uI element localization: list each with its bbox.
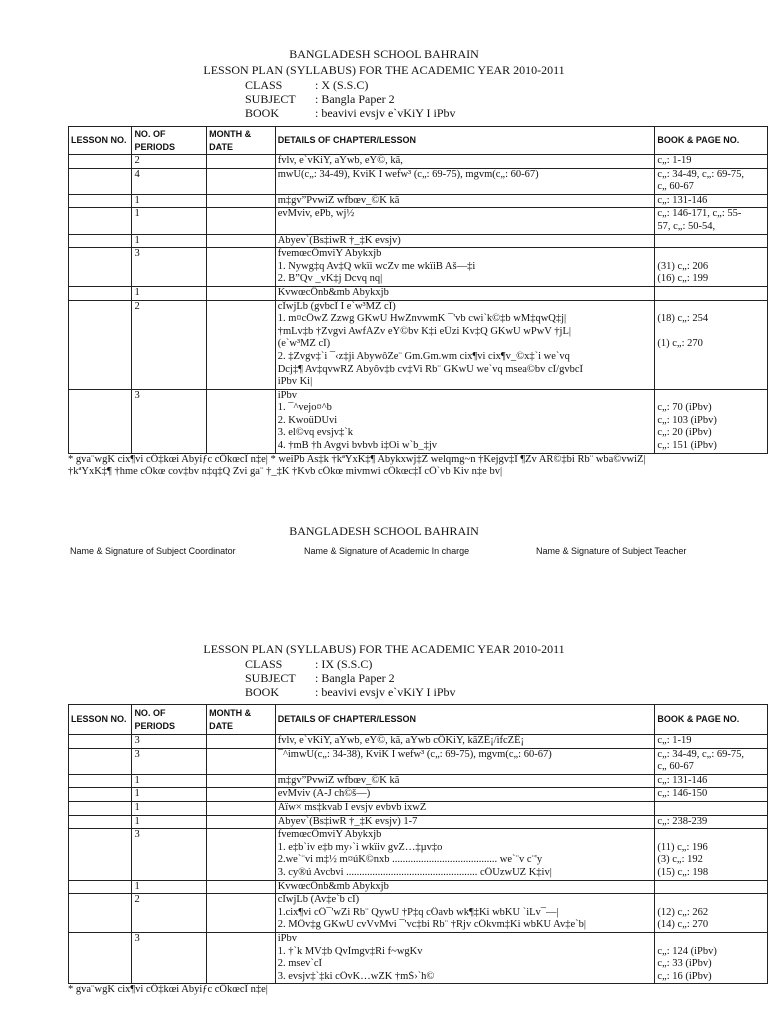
pages-cell [655, 286, 768, 300]
month-date-cell [207, 774, 276, 788]
pages-cell [655, 168, 768, 194]
periods-cell: 4 [132, 168, 207, 194]
page-line [657, 802, 765, 815]
page-line: c„: 131-146 [657, 774, 708, 786]
page-line: c„: 70 (iPbv) [657, 402, 712, 414]
details-line: iPbv [277, 932, 297, 944]
page-line: c„: 238-239 [657, 815, 708, 827]
details-line: (e`w³MZ cÎ) [277, 338, 331, 350]
periods-cell: 1 [132, 774, 207, 788]
page-line [657, 235, 765, 248]
details-cell [275, 389, 655, 453]
lesson-table [68, 126, 768, 454]
page-line: c„: 124 (iPbv) [657, 945, 717, 957]
column-header: LESSON NO. [69, 705, 132, 735]
details-line: 3. cy®ú Avcbvi .................................................. cÖUzwUZ K‡iv| [277, 866, 552, 878]
signature-academic: Name & Signature of Academic In charge [304, 546, 470, 556]
periods-cell: 3 [132, 389, 207, 453]
pages-cell [655, 234, 768, 248]
plan-meta [0, 78, 768, 120]
month-date-cell [207, 208, 276, 234]
column-header: DETAILS OF CHAPTER/LESSON [275, 127, 655, 155]
month-date-cell [207, 815, 276, 829]
periods-cell: 2 [132, 300, 207, 389]
details-line: mwU(c„: 34-49), KviK I wefw³ (c„: 69-75), mgvm(c„: 60-67) [277, 168, 539, 180]
lesson-no-cell [69, 248, 132, 287]
table-row [69, 208, 768, 234]
meta-row [0, 78, 768, 92]
meta-key: CLASS [245, 78, 283, 92]
periods-cell: 3 [132, 735, 207, 749]
meta-row [0, 657, 768, 671]
periods-cell: 1 [132, 815, 207, 829]
meta-value: : X (S.S.C) [315, 78, 369, 92]
details-line: evMviv, ePb, wj½ [277, 208, 355, 220]
lesson-no-cell [69, 300, 132, 389]
page-line: (16) c„: 199 [657, 273, 709, 285]
details-line: 2. MÖv‡g GKwU cvVvMvi ¯'vc‡bi Rb¨ †Rjv cÖkvm‡Ki wbKU Av‡e`b| [277, 919, 586, 931]
table-row [69, 932, 768, 983]
details-cell [275, 880, 655, 894]
table-row [69, 829, 768, 880]
details-line: 4. †mB †h Avgvi bvbvb i‡Oi w`b_‡jv [277, 440, 438, 452]
page-line [657, 351, 765, 364]
lesson-no-cell [69, 168, 132, 194]
details-line: 2. KwoüDUvi [277, 414, 338, 426]
meta-key: BOOK [245, 685, 280, 699]
column-header: MONTH & DATE [207, 127, 276, 155]
periods-cell: 2 [132, 894, 207, 933]
details-line: 3. el©vq evsjv‡`k [277, 427, 354, 439]
lesson-no-cell [69, 155, 132, 169]
month-date-cell [207, 300, 276, 389]
table-row [69, 735, 768, 749]
details-line: 1. e‡b`iv e‡b my›`i wkïiv gvZ…‡µv‡o [277, 841, 443, 853]
details-line: Abyev`(Bs‡iwR †_‡K evsjv) [277, 234, 401, 246]
note-line: †kªYxK‡¶ †hme cÖkœ cov‡bv n‡q‡Q Zvi ga¨ †_‡K †Kvb cÖkœ mivmwi cÖkœc‡Î cÖ`vb Kiv n‡e bv| [68, 466, 503, 478]
meta-value: : Bangla Paper 2 [315, 671, 395, 685]
page-line: (11) c„: 196 [657, 841, 708, 853]
periods-cell: 2 [132, 155, 207, 169]
details-line: m‡gv”PvwiZ wfbœv_©K kã [277, 774, 400, 786]
column-header: LESSON NO. [69, 127, 132, 155]
page-line: (3) c„: 192 [657, 854, 703, 866]
month-date-cell [207, 735, 276, 749]
lesson-no-cell [69, 735, 132, 749]
details-cell [275, 748, 655, 774]
periods-cell: 1 [132, 801, 207, 815]
month-date-cell [207, 194, 276, 208]
details-line: 1. m¤cÖwZ Zzwg GKwU HwZnvwmK ¯'vb cwi`k©‡b wM‡qwQ‡j| [277, 313, 567, 325]
lesson-no-cell [69, 748, 132, 774]
month-date-cell [207, 234, 276, 248]
page-line [657, 881, 765, 894]
plan-title: LESSON PLAN (SYLLABUS) FOR THE ACADEMIC YEAR 2010-2011 [203, 63, 565, 77]
details-cell [275, 774, 655, 788]
pages-cell [655, 788, 768, 802]
month-date-cell [207, 286, 276, 300]
details-line: Aïw× ms‡kvab I evsjv evbvb ixwZ [277, 801, 427, 813]
table-row [69, 194, 768, 208]
details-line: 2.we`¨vi m‡½ m¤úK©nxb ........................................ we`¨v c¨'y [277, 854, 543, 866]
page-line [657, 248, 765, 261]
table-row [69, 168, 768, 194]
lesson-no-cell [69, 208, 132, 234]
lesson-no-cell [69, 774, 132, 788]
table-row [69, 155, 768, 169]
pages-cell [655, 894, 768, 933]
meta-row [0, 106, 768, 120]
details-cell [275, 234, 655, 248]
meta-key: BOOK [245, 106, 280, 120]
pages-cell [655, 248, 768, 287]
details-cell [275, 801, 655, 815]
details-line: ¯^imwU(c„: 34-38), KviK I wefw³ (c„: 69-75), mgvm(c„: 60-67) [277, 748, 552, 760]
table-row [69, 894, 768, 933]
month-date-cell [207, 168, 276, 194]
lesson-table [68, 704, 768, 984]
meta-value: : Bangla Paper 2 [315, 92, 395, 106]
lesson-no-cell [69, 932, 132, 983]
column-header: NO. OF PERIODS [132, 705, 207, 735]
page-line [657, 894, 765, 907]
details-cell [275, 932, 655, 983]
details-cell [275, 735, 655, 749]
details-line: Dcj‡¶ Av‡qvwRZ Abyôv‡b cv‡Vi Rb¨ GKwU we`vq msea©bv cÎ/gvbcÎ [277, 363, 583, 375]
page-line [657, 287, 765, 300]
page-line: c„: 34-49, c„: 69-75, [657, 168, 744, 180]
page-line: c„ 60-67 [657, 761, 694, 773]
details-cell [275, 248, 655, 287]
month-date-cell [207, 248, 276, 287]
page-line: c„: 151 (iPbv) [657, 440, 717, 452]
lesson-table-wrapper [68, 126, 768, 479]
table-row [69, 815, 768, 829]
details-line: †mLv‡b †Zvgvi AwfÁZv eY©bv K‡i eÜzi Kv‡Q GKwU wPwV †jL| [277, 325, 571, 337]
page-line [657, 933, 765, 946]
details-line: KvwœcÖnb&mb Abykxjb [277, 880, 389, 892]
details-line: KvwœcÖnb&mb Abykxjb [277, 286, 389, 298]
page-line [657, 301, 765, 314]
details-line: fvlv, e`vKiY, aYwb, eY©, kã, aYwb cÖKiY, kãZË¡/ifcZË¡ [277, 735, 525, 746]
details-cell [275, 894, 655, 933]
periods-cell: 1 [132, 286, 207, 300]
page-line [657, 326, 765, 339]
lesson-no-cell [69, 829, 132, 880]
details-line: iPbv Ki| [277, 376, 313, 388]
table-row [69, 880, 768, 894]
pages-cell [655, 880, 768, 894]
lesson-table-wrapper [68, 704, 768, 997]
periods-cell: 3 [132, 932, 207, 983]
page-line: c„: 146-171, c„: 55- [657, 208, 742, 220]
details-line: iPbv [277, 389, 297, 401]
note-line: * gva¨wgK cix¶vi cÖ‡kœi Abyiƒc cÖkœcÎ n‡e| * weiPb As‡k †kªYxK‡¶ Abykxwj‡Z welqmg~n †Kejgv‡Î ¶Zv AR©‡bi Rb¨ wba©vwiZ| [68, 453, 646, 465]
details-line: cÎwjLb (gvbcÎ I e`w³MZ cÎ) [277, 300, 396, 312]
details-line: 1.cix¶vi cÖ¯'wZi Rb¨ QywU †P‡q cÖavb wk¶‡Ki wbKU `iLv¯—| [277, 906, 559, 918]
column-header: BOOK & PAGE NO. [655, 127, 768, 155]
meta-value: : beavivi evsjv e`vKiY I iPbv [315, 685, 456, 699]
table-row [69, 801, 768, 815]
column-header: NO. OF PERIODS [132, 127, 207, 155]
column-header: DETAILS OF CHAPTER/LESSON [275, 705, 655, 735]
lesson-no-cell [69, 894, 132, 933]
table-row [69, 389, 768, 453]
details-line: 1. ¯^vejo¤^b [277, 402, 332, 414]
page-line [657, 364, 765, 377]
month-date-cell [207, 748, 276, 774]
page-line: c„ 60-67 [657, 181, 694, 193]
details-cell [275, 300, 655, 389]
pages-cell [655, 801, 768, 815]
periods-cell: 1 [132, 788, 207, 802]
periods-cell: 1 [132, 208, 207, 234]
school-name: BANGLADESH SCHOOL BAHRAIN [289, 47, 479, 61]
pages-cell [655, 194, 768, 208]
details-line: Abyev`(Bs‡iwR †_‡K evsjv) 1-7 [277, 815, 418, 827]
page-line: c„: 16 (iPbv) [657, 970, 712, 982]
table-row [69, 788, 768, 802]
details-line: 2. B”Qv _vK‡j Dcvq nq| [277, 273, 383, 285]
pages-cell [655, 815, 768, 829]
details-line: fvlv, e`vKiY, aYwb, eY©, kã, [277, 155, 403, 166]
page-line: 57, c„: 50-54, [657, 220, 716, 232]
periods-cell: 1 [132, 194, 207, 208]
details-line: 3. evsjv‡`‡ki cÖvK…wZK †mŠ›`h© [277, 970, 435, 982]
pages-cell [655, 748, 768, 774]
pages-cell [655, 155, 768, 169]
pages-cell [655, 300, 768, 389]
details-line: fvemœcÖmviY Abykxjb [277, 248, 382, 260]
footer-school-name: BANGLADESH SCHOOL BAHRAIN [289, 524, 479, 538]
pages-cell [655, 829, 768, 880]
meta-row [0, 671, 768, 685]
details-cell [275, 815, 655, 829]
page-line: c„: 1-19 [657, 155, 692, 166]
table-row [69, 286, 768, 300]
lesson-no-cell [69, 815, 132, 829]
page-line: (18) c„: 254 [657, 313, 709, 325]
table-notes [68, 984, 768, 997]
pages-cell [655, 389, 768, 453]
page-line: (14) c„: 270 [657, 919, 709, 931]
column-header: BOOK & PAGE NO. [655, 705, 768, 735]
details-line: 1. †`k MV‡b QvÎmgv‡Ri f~wgKv [277, 945, 423, 957]
pages-cell [655, 735, 768, 749]
meta-key: SUBJECT [245, 92, 296, 106]
table-row [69, 300, 768, 389]
details-line: fvemœcÖmviY Abykxjb [277, 829, 382, 841]
note-line: * gva¨wgK cix¶vi cÖ‡kœi Abyiƒc cÖkœcÎ n‡e| [68, 984, 268, 996]
page-line [657, 829, 765, 842]
details-line: 2. msev`cÎ [277, 958, 323, 970]
plan-title: LESSON PLAN (SYLLABUS) FOR THE ACADEMIC YEAR 2010-2011 [203, 642, 565, 656]
page-line: c„: 33 (iPbv) [657, 958, 712, 970]
month-date-cell [207, 788, 276, 802]
page-line: c„: 131-146 [657, 194, 708, 206]
details-cell [275, 194, 655, 208]
table-row [69, 748, 768, 774]
page-line: c„: 1-19 [657, 735, 692, 746]
periods-cell: 1 [132, 880, 207, 894]
lesson-no-cell [69, 389, 132, 453]
details-line: cÎwjLb (Av‡e`b cÎ) [277, 894, 360, 906]
plan-meta [0, 657, 768, 699]
periods-cell: 3 [132, 748, 207, 774]
meta-key: CLASS [245, 657, 283, 671]
month-date-cell [207, 932, 276, 983]
table-row [69, 774, 768, 788]
page-line [657, 376, 765, 389]
page-line: (12) c„: 262 [657, 906, 709, 918]
page-line: c„: 103 (iPbv) [657, 414, 717, 426]
month-date-cell [207, 155, 276, 169]
page-line [657, 390, 765, 403]
page-line: (31) c„: 206 [657, 260, 709, 272]
details-cell [275, 788, 655, 802]
periods-cell: 3 [132, 829, 207, 880]
month-date-cell [207, 894, 276, 933]
meta-value: : IX (S.S.C) [315, 657, 373, 671]
details-line: 2. ‡Zvgv‡`i ¯‹z‡ji AbywôZe¨ Gm.Gm.wm cix¶vi cix¶v_©x‡`i we`vq [277, 350, 570, 362]
page-line: c„: 146-150 [657, 788, 708, 800]
lesson-no-cell [69, 880, 132, 894]
meta-row [0, 685, 768, 699]
lesson-no-cell [69, 801, 132, 815]
month-date-cell [207, 880, 276, 894]
signature-coordinator: Name & Signature of Subject Coordinator [70, 546, 236, 556]
periods-cell: 3 [132, 248, 207, 287]
pages-cell [655, 208, 768, 234]
table-row [69, 248, 768, 287]
details-line: evMviv (A-J ch©š—) [277, 788, 371, 800]
month-date-cell [207, 389, 276, 453]
table-row [69, 234, 768, 248]
lesson-no-cell [69, 194, 132, 208]
lesson-no-cell [69, 234, 132, 248]
details-line: m‡gv”PvwiZ wfbœv_©K kã [277, 194, 400, 206]
details-cell [275, 168, 655, 194]
meta-key: SUBJECT [245, 671, 296, 685]
meta-row [0, 92, 768, 106]
page-line: (15) c„: 198 [657, 866, 709, 878]
table-notes [68, 454, 768, 479]
lesson-no-cell [69, 286, 132, 300]
periods-cell: 1 [132, 234, 207, 248]
page-line: c„: 34-49, c„: 69-75, [657, 748, 744, 760]
details-cell [275, 286, 655, 300]
month-date-cell [207, 829, 276, 880]
details-cell [275, 155, 655, 169]
details-cell [275, 829, 655, 880]
pages-cell [655, 774, 768, 788]
details-cell [275, 208, 655, 234]
details-line: 1. Nywg‡q Av‡Q wkïi wcZv me wkïiB Aš—‡i [277, 260, 476, 272]
signature-teacher: Name & Signature of Subject Teacher [536, 546, 687, 556]
page-line: (1) c„: 270 [657, 338, 703, 350]
page-line: c„: 20 (iPbv) [657, 427, 712, 439]
lesson-no-cell [69, 788, 132, 802]
column-header: MONTH & DATE [207, 705, 276, 735]
meta-value: : beavivi evsjv e`vKiY I iPbv [315, 106, 456, 120]
month-date-cell [207, 801, 276, 815]
pages-cell [655, 932, 768, 983]
